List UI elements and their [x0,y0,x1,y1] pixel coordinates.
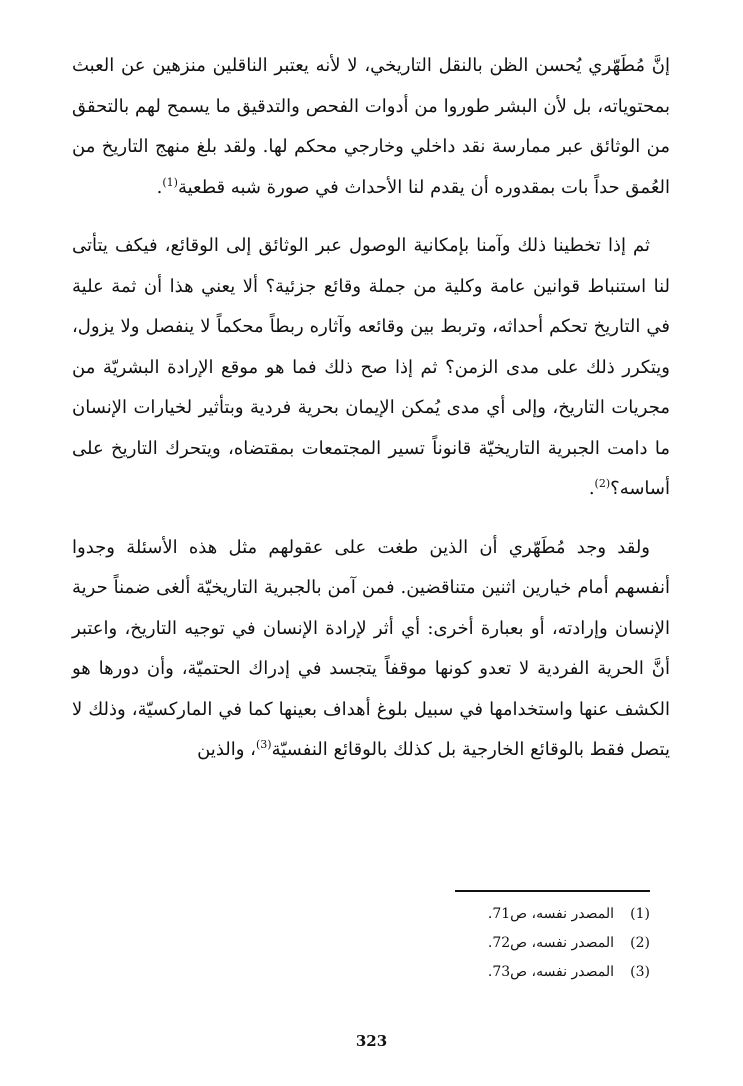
footnotes [300,900,650,987]
paragraph-1-text: إنَّ مُطَهّري يُحسن الظن بالنقل التاريخي، لا لأنه يعتبر الناقلين منزهين عن العبث بمحتوياته، بل لأن البشر طوروا من أدوات الفحص والتدقيق ما يسمح لهم بالتحقق من الوثائق عبر ممارسة نقد داخلي وخارجي محكم لها. ولقد بلغ منهج التاريخ من العُمق حداً بات بمقدوره أن يقدم لنا الأحداث في صورة شبه قطعية [72,55,670,198]
paragraph-2 [72,226,670,510]
footnote-3-number: (3) [630,964,650,980]
footnote-divider [455,890,650,892]
footnote-2-text: المصدر نفسه، ص72. [487,935,614,951]
footnote-3-text: المصدر نفسه، ص73. [487,964,614,980]
main-text [72,46,670,789]
footnote-2 [300,929,650,958]
footnote-ref-3: (3) [255,738,272,751]
paragraph-2-end: . [588,478,595,499]
footnote-ref-2: (2) [594,477,611,490]
footnote-2-number: (2) [630,935,650,951]
paragraph-1-end: . [156,176,163,198]
paragraph-3-end: ، والذين [197,739,256,760]
paragraph-3 [72,528,670,771]
page-number: 323 [355,1032,388,1050]
footnote-1-text: المصدر نفسه، ص71. [487,906,614,922]
footnote-1-number: (1) [630,906,650,922]
footnote-1 [300,900,650,929]
footnote-3 [300,958,650,987]
paragraph-1 [72,46,670,208]
paragraph-3-text: ولقد وجد مُطَهّري أن الذين طغت على عقولهم مثل هذه الأسئلة وجدوا أنفسهم أمام خيارين اثنين متناقضين. فمن آمن بالجبرية التاريخيّة ألغى ضمناً حرية الإنسان وإرادته، أو بعبارة أخرى: أي أثر لإرادة الإنسان في توجيه التاريخ، واعتبر أنَّ الحرية الفردية لا تعدو كونها موقفاً يتجسد في إدراك الحتميّة، وأن دورها هو الكشف عنها واستخدامها في سبيل بلوغ أهداف بعينها كما في الماركسيّة، وذلك لا يتصل فقط بالوقائع الخارجية بل كذلك بالوقائع النفسيّة [72,536,670,760]
footnote-ref-1: (1) [162,175,178,189]
paragraph-2-text: ثم إذا تخطينا ذلك وآمنا بإمكانية الوصول عبر الوثائق إلى الوقائع، فيكف يتأتى لنا استنباط قوانين عامة وكلية من جملة وقائع جزئية؟ ألا يعني هذا أن ثمة علية في التاريخ تحكم أحداثه، وتربط بين وقائعه وآثاره ربطاً محكماً لا ينفصل ولا يزول، ويتكرر ذلك على مدى الزمن؟ ثم إذا صح ذلك فما هو موقع الإرادة البشريّة من مجريات التاريخ، وإلى أي مدى يُمكن الإيمان بحرية فردية وبتأثير لخيارات الإنسان ما دامت الجبرية التاريخيّة قانوناً تسير المجتمعات بمقتضاه، ويتحرك التاريخ على أساسه؟ [72,235,671,499]
